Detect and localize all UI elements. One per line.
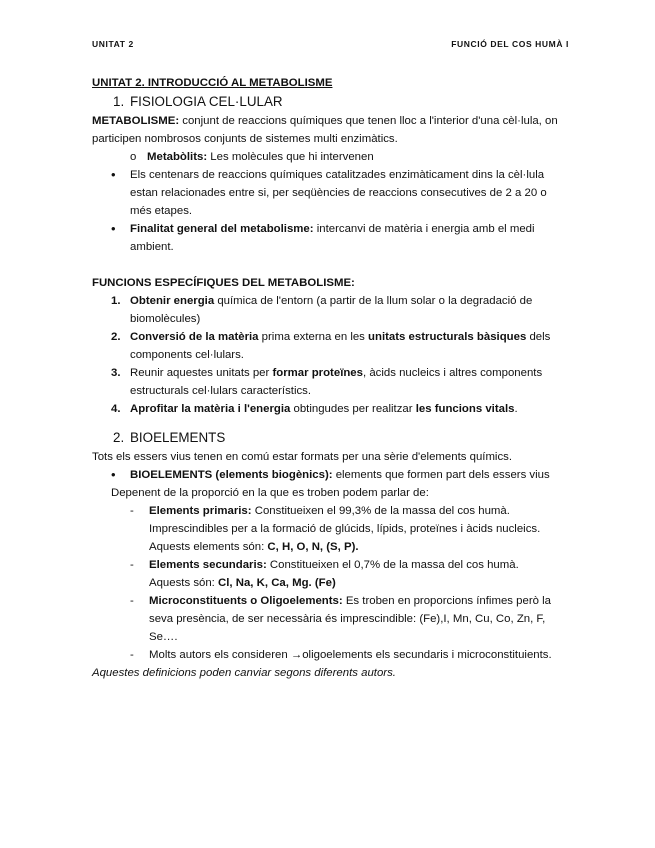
item-text: Constitueixen el 0,7% de la massa del cos humà. Aquests són:	[149, 559, 519, 589]
term-text: conjunt de reaccions químiques que tenen lloc a l'interior d'una cèl·lula, on participen nombrosos conjunts de sistemes multi enzimàtics.	[92, 115, 558, 145]
list-item-reaccions	[92, 166, 562, 220]
bioelements-intro: Tots els essers vius tenen en comú estar formats per una sèrie d'elements químics.	[92, 451, 513, 463]
term-text: Les molècules que hi intervenen	[207, 151, 374, 163]
dash-bullet-icon: -	[130, 505, 134, 517]
item-text: .	[514, 403, 518, 415]
function-item	[92, 292, 562, 328]
list-item-bioelements	[92, 466, 562, 484]
item-number: 4.	[111, 403, 121, 415]
item-text: Reunir aquestes unitats per	[130, 367, 273, 379]
bold-text: Aprofitar la matèria i l'energia	[130, 403, 291, 415]
dash-bullet-icon: -	[130, 649, 134, 661]
definitions-note: Aquestes definicions poden canviar segons diferents autors.	[92, 667, 396, 679]
list-item-secundaris	[92, 556, 562, 592]
spacer	[92, 256, 562, 274]
page-header-right: FUNCIÓ DEL COS HUMÀ I	[451, 39, 569, 49]
bold-text: Obtenir energia	[130, 295, 215, 307]
bullet-icon: •	[111, 467, 116, 482]
proportion-intro: Depenent de la proporció en la que es troben podem parlar de:	[111, 487, 429, 499]
section-heading-bioelements	[113, 428, 562, 448]
dash-bullet-icon: -	[130, 595, 134, 607]
item-number: 3.	[111, 367, 121, 379]
circle-bullet-icon: o	[130, 151, 137, 163]
item-number: 2.	[111, 331, 121, 343]
list-item-finalitat	[92, 220, 562, 256]
bold-text: Conversió de la matèria	[130, 331, 259, 343]
item-text: intercanvi de matèria i energia amb el medi ambient.	[130, 223, 535, 253]
item-text: Constitueixen el 99,3% de la massa del cos humà. Imprescindibles per a la formació de glúcids, lípids, proteïnes i àcids nucleics. Aquests elements són:	[149, 505, 541, 553]
list-item-microconstituents	[92, 592, 562, 646]
list-item-primaris	[92, 502, 562, 556]
element-list: C, H, O, N, (S, P).	[267, 541, 359, 553]
term-label: METABOLISME:	[92, 115, 180, 127]
bold-text: unitats estructurals bàsiques	[368, 331, 527, 343]
item-text: elements que formen part dels essers vius	[332, 469, 550, 481]
item-text: Els centenars de reaccions químiques catalitzades enzimàticament dins la cèl·lula estan relacionades entre si, per seqüències de reaccions consecutives de 2 a 20 o més etapes.	[130, 169, 547, 217]
function-item	[92, 400, 562, 418]
term-label: Finalitat general del metabolisme:	[130, 223, 314, 235]
page-header-left: UNITAT 2	[92, 39, 134, 49]
element-list: Cl, Na, K, Ca, Mg. (Fe)	[218, 577, 336, 589]
item-number: 1.	[111, 295, 121, 307]
metabolisme-definition	[92, 112, 562, 148]
item-text: obtingudes per realitzar	[290, 403, 416, 415]
section-heading-fisiologia	[113, 92, 562, 112]
spacer	[92, 418, 562, 428]
item-text: , àcids nucleics i altres components estructurals cel·lulars característics.	[130, 367, 543, 397]
function-item	[92, 328, 562, 364]
section-title: BIOELEMENTS	[130, 430, 226, 445]
dash-bullet-icon: -	[130, 559, 134, 571]
item-text: química de l'entorn (a partir de la llum solar o la degradació de biomolècules)	[130, 295, 533, 325]
term-label: Elements secundaris:	[149, 559, 267, 571]
list-item-autors	[92, 646, 562, 664]
arrow-right-icon: →	[290, 649, 303, 661]
section-title: FISIOLOGIA CEL·LULAR	[130, 94, 283, 109]
term-label: BIOELEMENTS (elements biogènics):	[130, 469, 333, 481]
term-label: Microconstituents o Oligoelements:	[149, 595, 343, 607]
bullet-icon: •	[111, 167, 116, 182]
list-item-metabolits	[92, 148, 562, 166]
bold-text: formar proteïnes	[272, 367, 363, 379]
function-item	[92, 364, 562, 400]
item-text: prima externa en les	[258, 331, 369, 343]
bullet-icon: •	[111, 221, 116, 236]
functions-heading: FUNCIONS ESPECÍFIQUES DEL METABOLISME:	[92, 277, 355, 289]
section-number: 2.	[113, 430, 125, 445]
item-text: oligoelements els secundaris i microconstituients.	[302, 649, 552, 661]
section-number: 1.	[113, 94, 125, 109]
bold-text: les funcions vitals	[415, 403, 515, 415]
item-text: Es troben en proporcions ínfimes però la seva presència, de ser necessària és imprescindible: (Fe),I, Mn, Cu, Co, Zn, F, Se….	[149, 595, 551, 643]
document-title: UNITAT 2. INTRODUCCIÓ AL METABOLISME	[92, 77, 333, 89]
term-label: Elements primaris:	[149, 505, 252, 517]
term-label: Metabòlits:	[147, 151, 208, 163]
item-text: Molts autors els consideren	[149, 649, 291, 661]
document-body	[92, 74, 562, 682]
item-text: dels components cel·lulars.	[130, 331, 551, 361]
